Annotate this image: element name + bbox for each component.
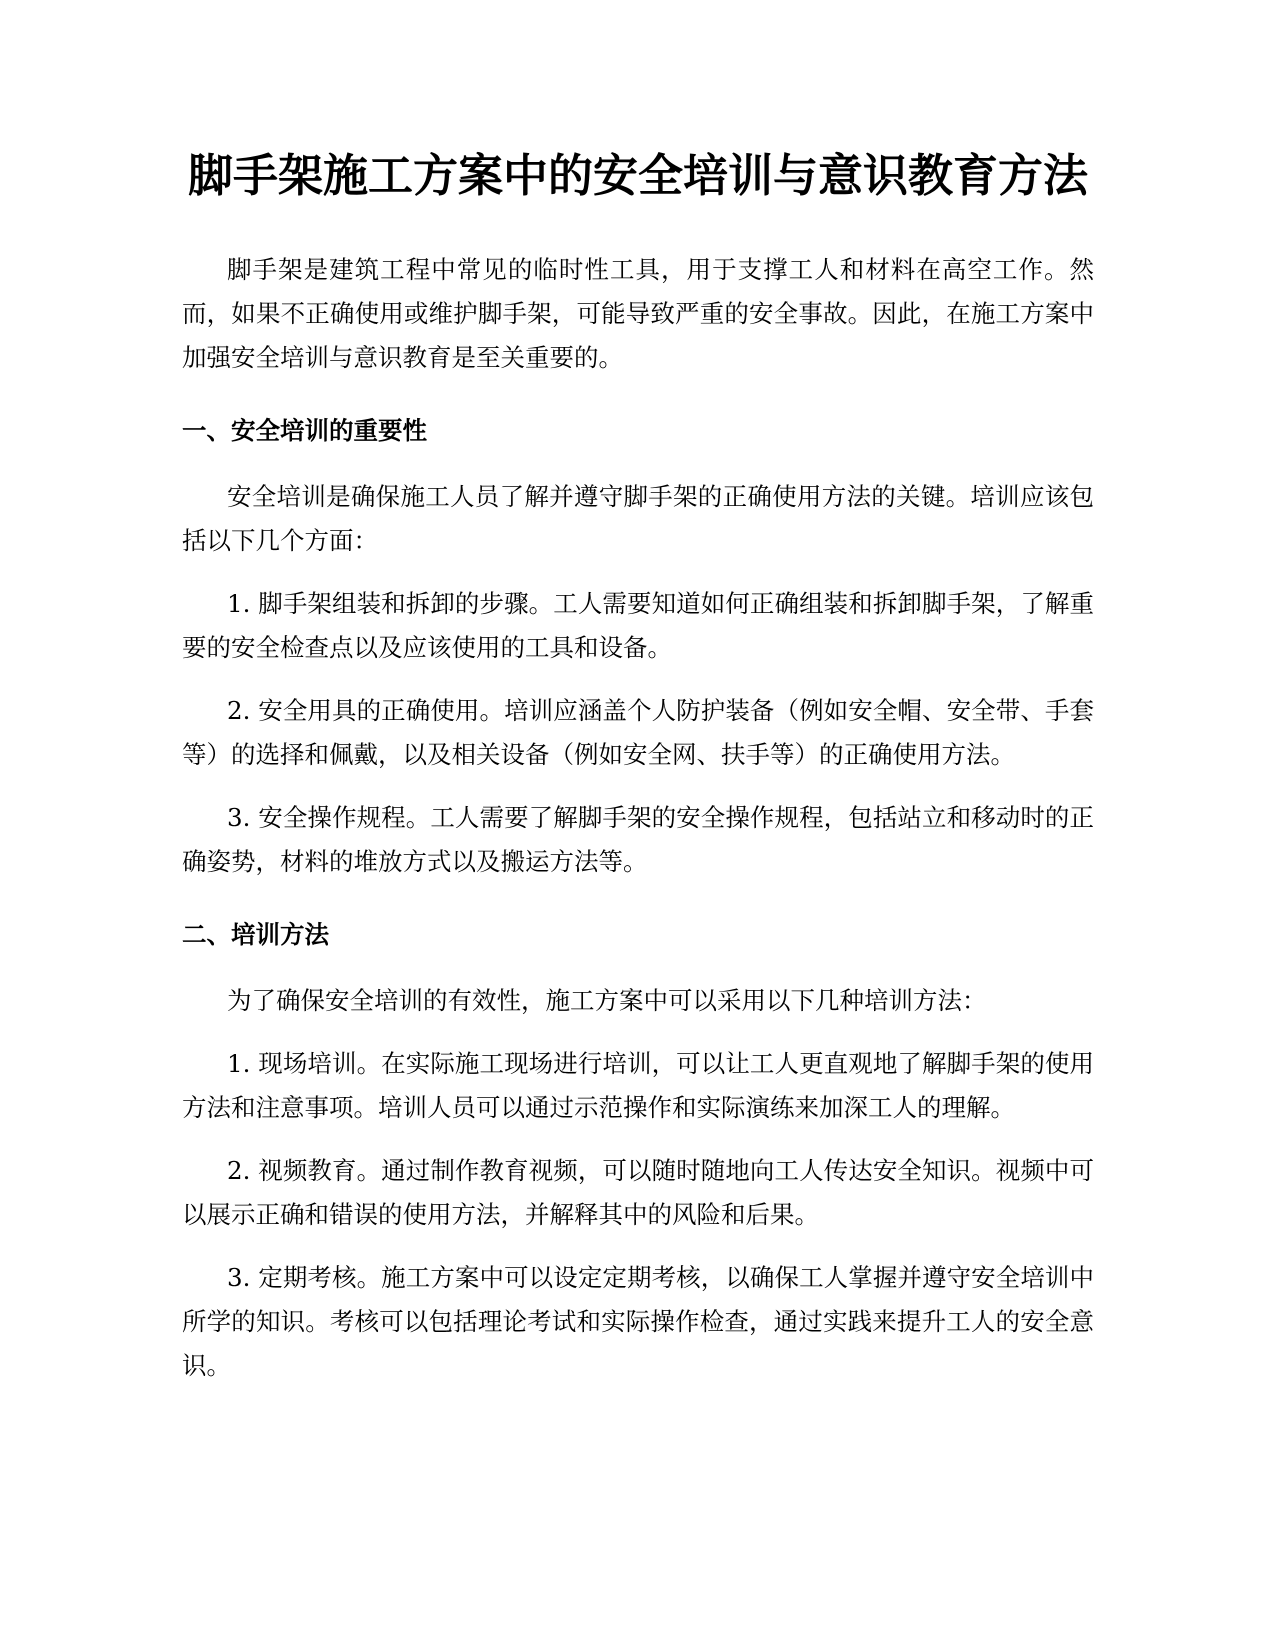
section-2-lead: 为了确保安全培训的有效性，施工方案中可以采用以下几种培训方法：	[227, 986, 987, 1015]
intro-paragraph: 脚手架是建筑工程中常见的临时性工具，用于支撑工人和材料在高空工作。然而，如果不正确使用或维护脚手架，可能导致严重的安全事故。因此，在施工方案中加强安全培训与意识教育是至关重要的。	[182, 255, 1094, 372]
section-2-item-2: 2. 视频教育。通过制作教育视频，可以随时随地向工人传达安全知识。视频中可以展示正确和错误的使用方法，并解释其中的风险和后果。	[182, 1156, 1094, 1229]
section-2-item-3: 3. 定期考核。施工方案中可以设定定期考核，以确保工人掌握并遵守安全培训中所学的知识。考核可以包括理论考试和实际操作检查，通过实践来提升工人的安全意识。	[182, 1263, 1094, 1380]
section-2-item-1: 1. 现场培训。在实际施工现场进行培训，可以让工人更直观地了解脚手架的使用方法和注意事项。培训人员可以通过示范操作和实际演练来加深工人的理解。	[182, 1049, 1094, 1122]
section-1-item-3: 3. 安全操作规程。工人需要了解脚手架的安全操作规程，包括站立和移动时的正确姿势，材料的堆放方式以及搬运方法等。	[182, 803, 1094, 876]
section-1-item-1: 1. 脚手架组装和拆卸的步骤。工人需要知道如何正确组装和拆卸脚手架，了解重要的安全检查点以及应该使用的工具和设备。	[182, 589, 1094, 662]
document-content	[182, 138, 1094, 1407]
document-title: 脚手架施工方案中的安全培训与意识教育方法	[187, 149, 1088, 202]
section-heading-2: 二、培训方法	[182, 920, 329, 949]
section-1-item-2: 2. 安全用具的正确使用。培训应涵盖个人防护装备（例如安全帽、安全带、手套等）的选择和佩戴，以及相关设备（例如安全网、扶手等）的正确使用方法。	[182, 696, 1094, 769]
section-heading-1: 一、安全培训的重要性	[182, 416, 427, 445]
section-1-lead: 安全培训是确保施工人员了解并遵守脚手架的正确使用方法的关键。培训应该包括以下几个方面：	[182, 482, 1094, 555]
